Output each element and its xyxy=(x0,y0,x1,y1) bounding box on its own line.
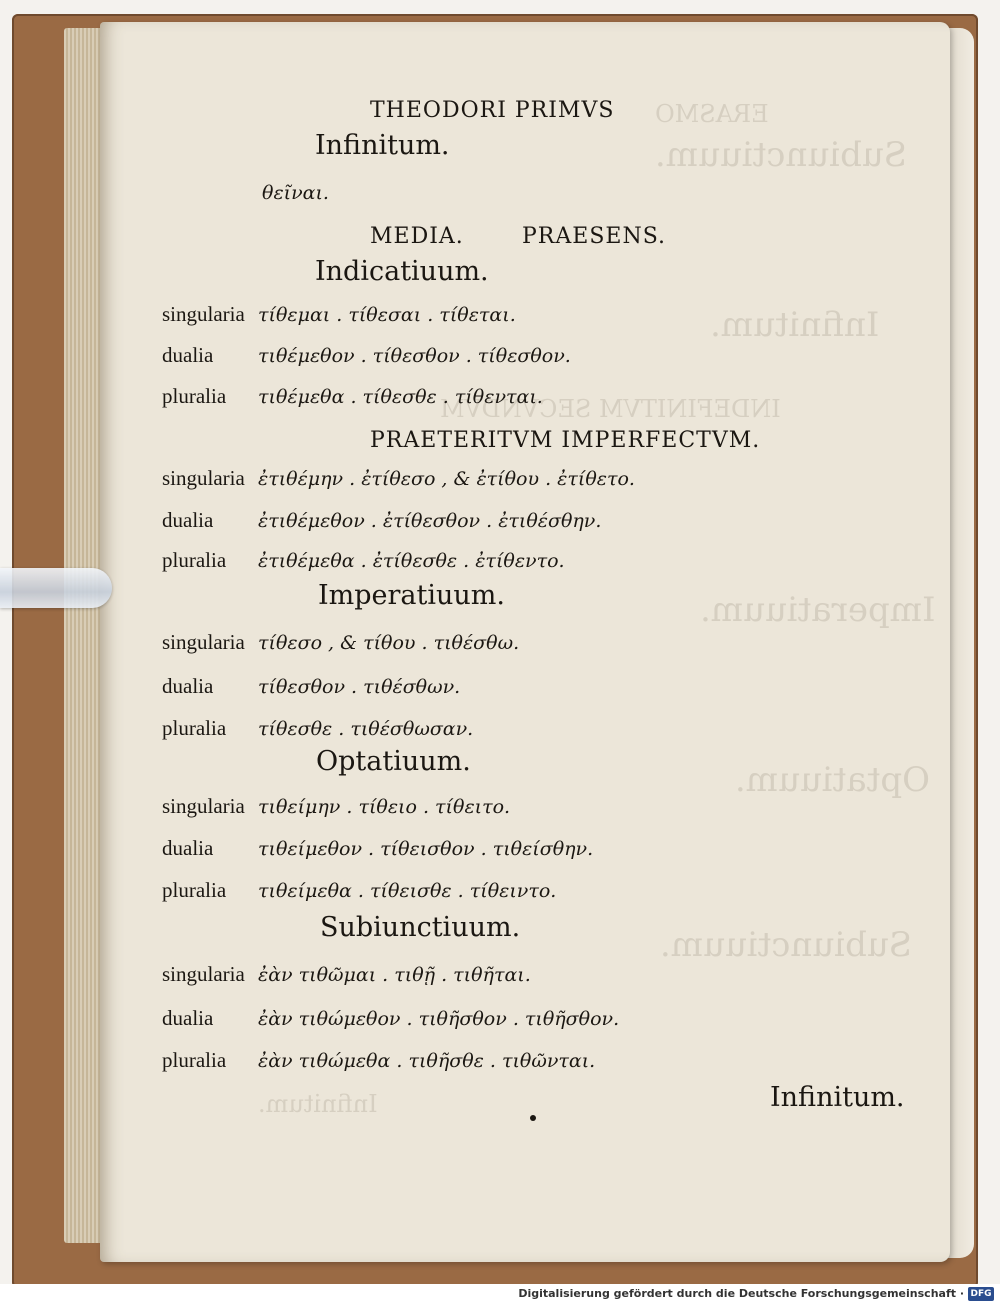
voice-label: MEDIA. xyxy=(370,224,464,249)
paradigm-row xyxy=(162,508,601,533)
paradigm-row xyxy=(162,794,510,819)
greek-forms: τιθέμεθα . τίθεσθε . τίθενται. xyxy=(258,386,543,408)
greek-forms: ἐὰν τιθώμεθα . τιθῆσθε . τιθῶνται. xyxy=(258,1050,596,1072)
dfg-logo-icon: DFG xyxy=(968,1287,994,1301)
greek-forms: ἐτιθέμεθα . ἐτίθεσθε . ἐτίθεντο. xyxy=(258,550,565,572)
infinitum-form: θεῖναι. xyxy=(262,182,329,204)
section-heading-infinitum: Infinitum. xyxy=(315,130,450,161)
number-label: dualia xyxy=(162,836,214,860)
paradigm-row xyxy=(162,716,473,741)
paradigm-row xyxy=(162,878,556,903)
section-heading-subiunctivum: Subiunctiuum. xyxy=(320,912,521,943)
showthrough-ghost: Infinitum. xyxy=(258,1090,378,1118)
paradigm-row xyxy=(162,466,635,491)
footer-text: Digitalisierung gefördert durch die Deutsche Forschungsgemeinschaft · xyxy=(518,1287,964,1300)
paradigm-row xyxy=(162,674,460,699)
page-clip xyxy=(0,568,112,608)
greek-forms: τιθέμεθον . τίθεσθον . τίθεσθον. xyxy=(258,345,571,367)
number-label: pluralia xyxy=(162,548,227,572)
number-label: singularia xyxy=(162,302,245,326)
paradigm-row xyxy=(162,343,571,368)
number-label: dualia xyxy=(162,508,214,532)
paradigm-row xyxy=(162,548,565,573)
greek-forms: ἐὰν τιθώμεθον . τιθῆσθον . τιθῆσθον. xyxy=(258,1008,620,1030)
greek-forms: τιθείμεθα . τίθεισθε . τίθειντο. xyxy=(258,880,557,902)
greek-forms: ἐτιθέμεθον . ἐτίθεσθον . ἐτιθέσθην. xyxy=(258,510,602,532)
number-label: pluralia xyxy=(162,1048,227,1072)
number-label: pluralia xyxy=(162,384,227,408)
greek-forms: τιθείμεθον . τίθεισθον . τιθείσθην. xyxy=(258,838,594,860)
paradigm-row xyxy=(162,302,516,327)
showthrough-ghost: Optatiuum. xyxy=(735,760,930,800)
number-label: singularia xyxy=(162,962,245,986)
greek-forms: τιθείμην . τίθειο . τίθειτο. xyxy=(258,796,511,818)
section-heading-imperativum: Imperatiuum. xyxy=(318,580,505,611)
number-label: singularia xyxy=(162,794,245,818)
number-label: pluralia xyxy=(162,878,227,902)
paradigm-row xyxy=(162,1048,595,1073)
number-label: dualia xyxy=(162,343,214,367)
showthrough-ghost: ERASMO xyxy=(655,100,769,128)
showthrough-ghost: Infinitum. xyxy=(710,305,880,345)
catchword: Infinitum. xyxy=(770,1082,905,1113)
number-label: singularia xyxy=(162,630,245,654)
greek-forms: ἐὰν τιθῶμαι . τιθῇ . τιθῆται. xyxy=(258,964,531,986)
number-label: dualia xyxy=(162,1006,214,1030)
paradigm-row xyxy=(162,1006,619,1031)
section-heading-indicativum: Indicatiuum. xyxy=(315,256,489,287)
number-label: dualia xyxy=(162,674,214,698)
showthrough-ghost: Subiunctiuum. xyxy=(660,925,913,965)
showthrough-ghost: Subiunctiuum. xyxy=(655,135,908,175)
paradigm-row xyxy=(162,962,531,987)
greek-forms: τίθεσο , & τίθου . τιθέσθω. xyxy=(258,632,520,654)
number-label: singularia xyxy=(162,466,245,490)
number-label: pluralia xyxy=(162,716,227,740)
greek-forms: ἐτιθέμην . ἐτίθεσο , & ἐτίθου . ἐτίθετο. xyxy=(258,468,635,490)
paradigm-row xyxy=(162,384,543,409)
section-heading-imperfectum: PRAETERITVM IMPERFECTVM. xyxy=(370,428,761,453)
paradigm-row xyxy=(162,630,519,655)
showthrough-ghost: Imperatiuum. xyxy=(700,590,936,630)
digitization-footer xyxy=(0,1284,1000,1304)
showthrough-ghost: INDEFINITVM SECVNDVM xyxy=(440,395,781,423)
greek-forms: τίθεσθε . τιθέσθωσαν. xyxy=(258,718,474,740)
running-head: THEODORI PRIMVS xyxy=(370,98,615,123)
greek-forms: τίθεσθον . τιθέσθων. xyxy=(258,676,461,698)
ink-spot xyxy=(530,1115,536,1121)
paradigm-row xyxy=(162,836,593,861)
section-heading-optativum: Optatiuum. xyxy=(316,746,471,777)
greek-forms: τίθεμαι . τίθεσαι . τίθεται. xyxy=(258,304,516,326)
page-edges xyxy=(64,28,104,1243)
tense-label: PRAESENS. xyxy=(522,224,666,249)
